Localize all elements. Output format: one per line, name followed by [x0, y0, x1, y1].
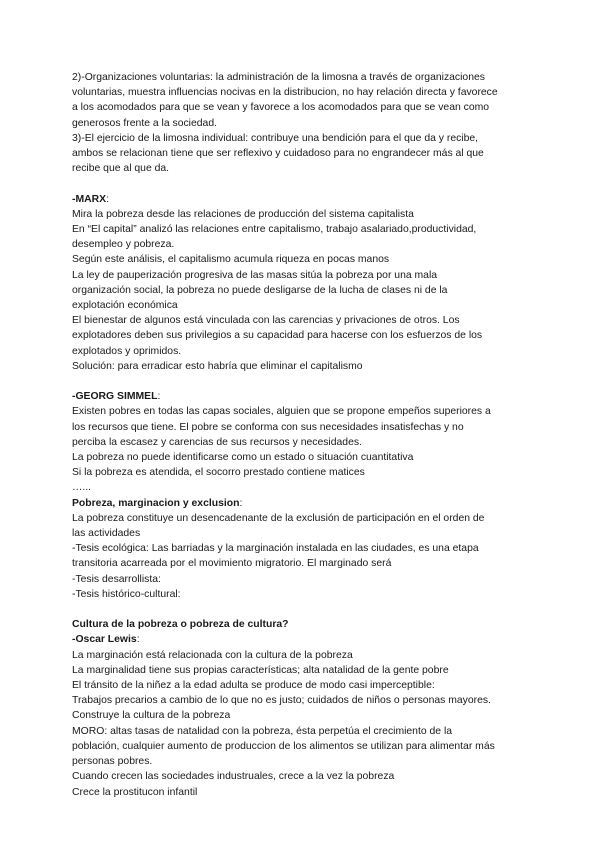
- marx-line: explotadores deben sus privilegios a su capacidad para hacerse con los esfuerzos de los: [72, 330, 483, 342]
- marginacion-line: las actividades: [72, 528, 141, 540]
- simmel-line: …...: [72, 482, 92, 494]
- cultura-heading: Cultura de la pobreza o pobreza de cultura?: [72, 619, 289, 631]
- marx-line: explotados y oprimidos.: [72, 345, 182, 357]
- cultura-line: personas pobres.: [72, 756, 153, 768]
- intro-line: voluntarias, muestra influencias nocivas en la distribucion, no hay relación directa y favorece: [72, 87, 498, 99]
- marginacion-line: -Tesis desarrollista:: [72, 573, 161, 585]
- marginacion-line: La pobreza constituye un desencadenante de la exclusión de participación en el orden de: [72, 512, 485, 524]
- marx-line: Mira la pobreza desde las relaciones de producción del sistema capitalista: [72, 208, 414, 220]
- spacer: [72, 602, 532, 617]
- cultura-section: [72, 617, 532, 799]
- cultura-line: La marginalidad tiene sus propias características; alta natalidad de la gente pobre: [72, 664, 449, 676]
- marx-heading: -MARX:: [72, 193, 109, 205]
- simmel-line: los recursos que tiene. El pobre se conforma con sus necesidades insatisfechas y no: [72, 421, 464, 433]
- simmel-line: Si la pobreza es atendida, el socorro prestado contiene matices: [72, 467, 365, 479]
- marx-line: El bienestar de algunos está vinculada con las carencias y privaciones de otros. Los: [72, 315, 460, 327]
- marginacion-section: [72, 496, 532, 602]
- marx-line: En “El capital” analizó las relaciones entre capitalismo, trabajo asalariado,productividad,: [72, 224, 477, 236]
- marx-line: Solución: para erradicar esto habría que eliminar el capitalismo: [72, 360, 363, 372]
- cultura-line: MORO: altas tasas de natalidad con la pobreza, ésta perpetúa el crecimiento de la: [72, 725, 453, 737]
- simmel-line: La pobreza no puede identificarse como un estado o situación cuantitativa: [72, 452, 414, 464]
- simmel-line: perciba la escasez y carencias de sus recursos y necesidades.: [72, 436, 362, 448]
- intro-line: 2)-Organizaciones voluntarias: la administración de la limosna a través de organizaciones: [72, 72, 485, 83]
- cultura-line: La marginación está relacionada con la cultura de la pobreza: [72, 649, 353, 661]
- cultura-line: Construye la cultura de la pobreza: [72, 710, 231, 722]
- intro-line: a los acomodados para que se vean y favorece a los acomodados para que se vean como: [72, 102, 490, 114]
- intro-line: ambos se relacionan tiene que ser reflexivo y cuidadoso para no engrandecer más al que: [72, 148, 484, 160]
- cultura-line: Cuando crecen las sociedades industruales, crece a la vez la pobreza: [72, 771, 395, 783]
- marx-line: explotación económica: [72, 300, 178, 312]
- intro-line: recibe que al que da.: [72, 163, 170, 175]
- marx-line: organización social, la pobreza no puede desligarse de la lucha de clases ni de la: [72, 284, 448, 296]
- intro-block: [72, 70, 532, 176]
- document-page: [72, 70, 532, 800]
- marx-line: Según este análisis, el capitalismo acumula riqueza en pocas manos: [72, 254, 390, 266]
- cultura-line: Crece la prostitucon infantil: [72, 786, 198, 798]
- simmel-heading: -GEORG SIMMEL:: [72, 391, 161, 403]
- marx-line: desempleo y pobreza.: [72, 239, 175, 251]
- spacer: [72, 176, 532, 191]
- cultura-line: El tránsito de la niñez a la edad adulta se produce de modo casi imperceptible:: [72, 680, 435, 692]
- marginacion-line: -Tesis histórico-cultural:: [72, 588, 181, 600]
- simmel-section: [72, 389, 532, 495]
- marx-line: La ley de pauperización progresiva de las masas sitúa la pobreza por una mala: [72, 269, 438, 281]
- simmel-line: Existen pobres en todas las capas sociales, alguien que se propone empeños superiores a: [72, 406, 491, 418]
- marginacion-line: transitoria acarreada por el movimiento migratorio. El marginado será: [72, 558, 392, 570]
- marx-section: [72, 192, 532, 374]
- marginacion-heading: Pobreza, marginacion y exclusion:: [72, 497, 243, 509]
- intro-line: 3)-El ejercicio de la limosna individual: contribuye una bendición para el que da y recibe,: [72, 132, 479, 144]
- marginacion-line: -Tesis ecológica: Las barriadas y la marginación instalada en las ciudades, es una etapa: [72, 543, 479, 555]
- intro-line: generosos frente a la sociedad.: [72, 117, 217, 129]
- cultura-line: Trabajos precarios a cambio de lo que no es justo; cuidados de niños o personas mayores.: [72, 695, 491, 707]
- spacer: [72, 374, 532, 389]
- lewis-heading: -Oscar Lewis:: [72, 634, 140, 646]
- cultura-line: población, cualquier aumento de produccion de los alimentos se utilizan para alimentar más: [72, 740, 495, 752]
